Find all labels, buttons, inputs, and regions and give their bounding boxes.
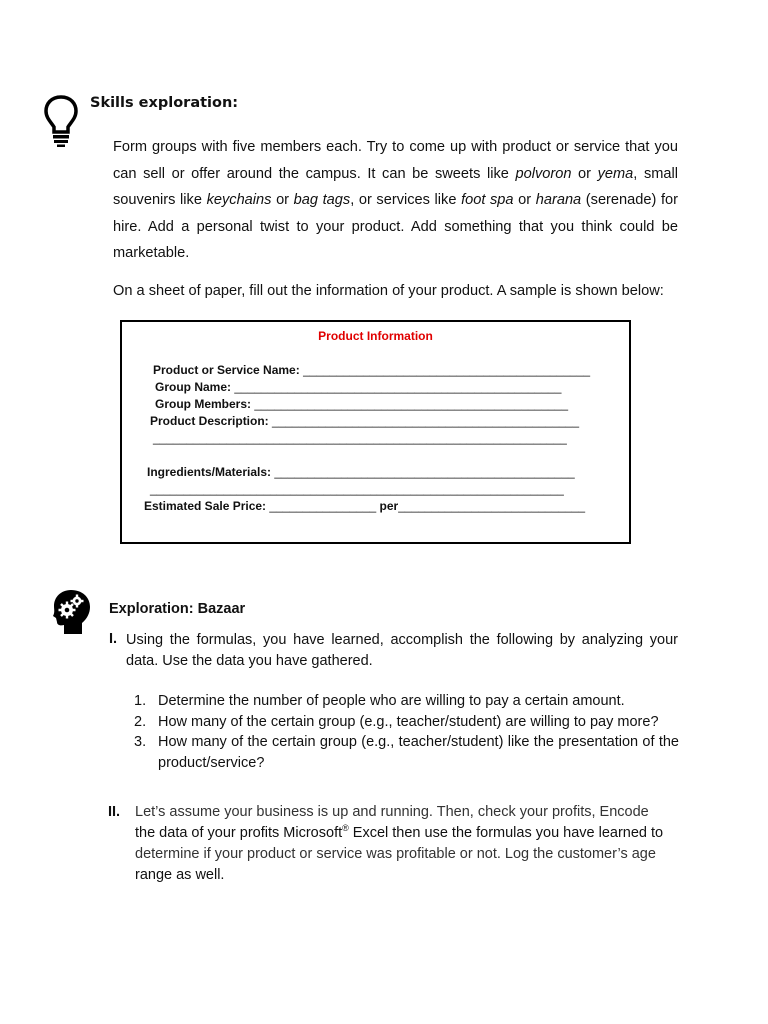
field-description-line-2: ______________________________________________________________ <box>153 431 567 445</box>
italic-term: keychains <box>206 192 272 208</box>
list-item: 1. Determine the number of people who are willing to pay a certain amount. <box>134 693 625 709</box>
item-2-line-1: Let’s assume your business is up and running. Then, check your profits, Encode <box>135 804 649 820</box>
italic-term: polvoron <box>515 165 572 182</box>
field-product-description: Product Description: ______________________________________________ <box>150 414 580 428</box>
field-estimated-price: Estimated Sale Price: ________________ per____________________________ <box>144 499 586 513</box>
field-group-members: Group Members: _______________________________________________ <box>155 397 569 411</box>
list-item: 3. How many of the certain group (e.g., teacher/student) like the presentation of the product/service? <box>134 734 679 772</box>
lightbulb-icon <box>43 94 79 150</box>
italic-term: yema <box>597 165 634 182</box>
exploration-heading: Exploration: Bazaar <box>109 601 246 617</box>
text-run: or <box>271 192 294 208</box>
text-run: (serenade) for hire. Add a personal twist to your product. Add something that you think could be marketable. <box>113 192 678 261</box>
list-item: 2. How many of the certain group (e.g., teacher/student) are willing to pay more? <box>134 713 659 730</box>
skills-paragraph-1 <box>113 134 678 267</box>
skills-body <box>113 134 678 304</box>
head-gears-icon <box>52 589 92 635</box>
item-2-line-4: range as well. <box>135 867 225 883</box>
text-run: or <box>571 165 598 182</box>
item-2-numeral: II. <box>108 804 121 820</box>
item-1-text: Using the formulas, you have learned, accomplish the following by analyzing your data. Use the data you have gathered. <box>126 632 678 669</box>
italic-term: foot spa <box>461 192 514 208</box>
field-product-name: Product or Service Name: ___________________________________________ <box>153 363 591 377</box>
field-ingredients-line-2: ______________________________________________________________ <box>150 482 564 496</box>
skills-paragraph-2: On a sheet of paper, fill out the information of your product. A sample is shown below: <box>113 282 664 299</box>
item-1-numeral: I. <box>109 631 118 647</box>
product-information-title: Product Information <box>318 329 433 343</box>
italic-term: bag tags <box>293 192 351 208</box>
field-ingredients: Ingredients/Materials: _____________________________________________ <box>147 465 575 479</box>
item-2-line-2: the data of your profits Microsoft® Excel then use the formulas you have learned to <box>135 823 664 841</box>
text-run: , small souvenirs like <box>113 165 678 208</box>
skills-heading: Skills exploration: <box>90 95 239 111</box>
italic-term: harana <box>535 192 582 208</box>
text-run: or <box>513 192 536 208</box>
analysis-list <box>134 691 679 774</box>
field-group-name: Group Name: _________________________________________________ <box>155 380 562 394</box>
item-2-line-3: determine if your product or service was profitable or not. Log the customer’s age <box>135 846 656 862</box>
text-run: , or services like <box>350 192 462 208</box>
product-information-box <box>120 320 631 544</box>
text-run: Form groups with five members each. Try to come up with product or service that you can sell or offer around the campus. It can be sweets like <box>113 139 678 182</box>
